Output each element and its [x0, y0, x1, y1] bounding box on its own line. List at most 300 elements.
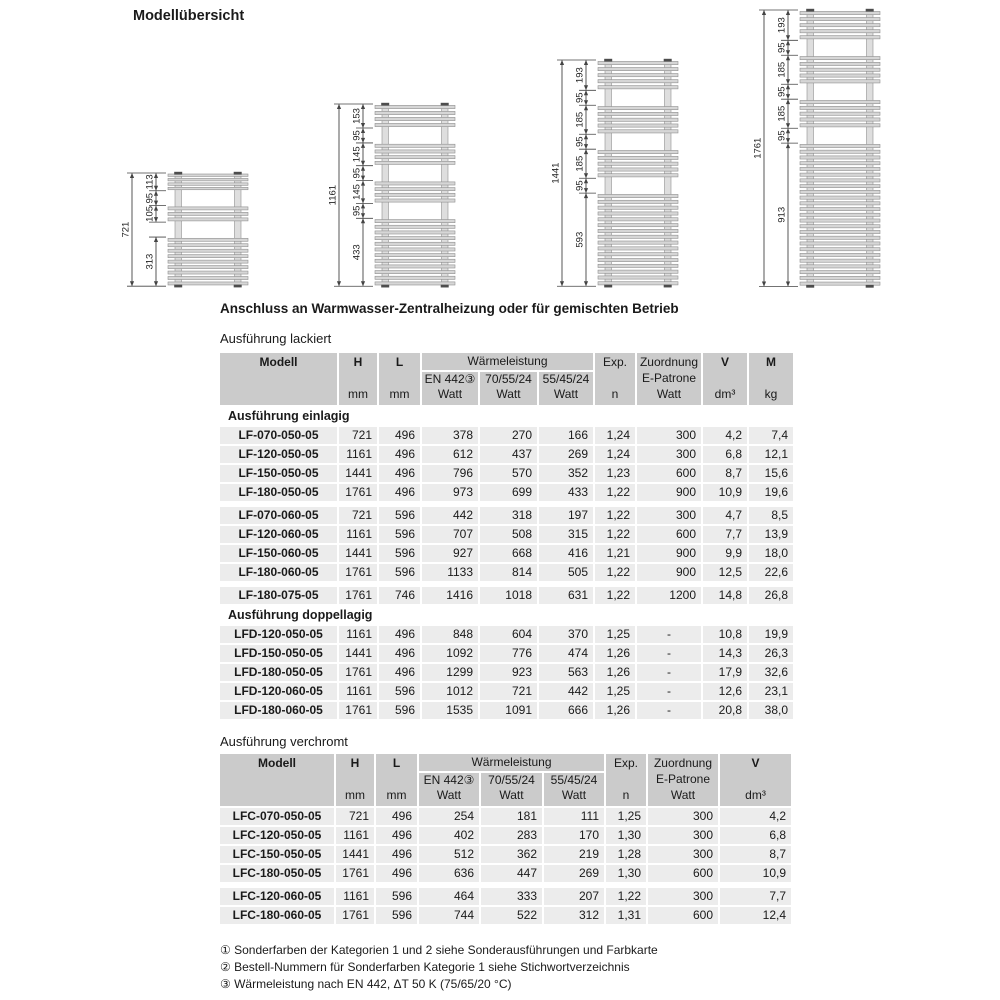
- value-cell: 1,24: [595, 427, 635, 444]
- value-cell: 496: [379, 626, 420, 643]
- table-row: [220, 465, 793, 482]
- col-header-h: [336, 754, 374, 806]
- value-cell: 17,9: [703, 664, 747, 681]
- value-cell: 744: [419, 907, 479, 924]
- table-verchromt: [220, 754, 791, 924]
- model-cell: LF-180-060-05: [220, 564, 337, 581]
- value-cell: 464: [419, 888, 479, 905]
- dimension-label: 1761: [752, 137, 764, 159]
- footnotes: [220, 942, 658, 993]
- value-cell: 699: [480, 484, 537, 501]
- col-header-55-45-24-unit: Watt: [553, 387, 579, 401]
- value-cell: 300: [637, 507, 701, 524]
- value-cell: 512: [419, 846, 479, 863]
- col-header-exp-label: Exp.: [613, 756, 638, 770]
- value-cell: 1,26: [595, 664, 635, 681]
- dimension-label: 95: [351, 205, 363, 216]
- value-cell: 300: [648, 827, 718, 844]
- col-header-m: [749, 353, 793, 405]
- value-cell: 14,3: [703, 645, 747, 662]
- value-cell: 12,4: [720, 907, 791, 924]
- model-cell: LFC-120-060-05: [220, 888, 334, 905]
- model-cell: LF-180-050-05: [220, 484, 337, 501]
- value-cell: 402: [419, 827, 479, 844]
- col-header-70-55-24: [481, 773, 542, 806]
- table-lackiert: [220, 353, 793, 719]
- row-group: [220, 808, 791, 882]
- value-cell: 447: [481, 865, 542, 882]
- value-cell: 12,5: [703, 564, 747, 581]
- value-cell: 8,5: [749, 507, 793, 524]
- col-header-en442: [419, 773, 479, 806]
- value-cell: 496: [376, 865, 417, 882]
- value-cell: 1299: [422, 664, 478, 681]
- table-row: [220, 526, 793, 543]
- radiator-diagram-1161: [327, 100, 463, 290]
- value-cell: 1161: [339, 446, 377, 463]
- value-cell: 1761: [339, 564, 377, 581]
- table-verchromt-caption: Ausführung verchromt: [220, 734, 348, 749]
- power-subheaders: [422, 372, 593, 405]
- value-cell: 207: [544, 888, 604, 905]
- value-cell: 1091: [480, 702, 537, 719]
- col-header-exp-unit: n: [611, 387, 619, 401]
- value-cell: 1161: [336, 888, 374, 905]
- value-cell: 1,25: [595, 683, 635, 700]
- value-cell: 668: [480, 545, 537, 562]
- value-cell: 1012: [422, 683, 478, 700]
- col-header-70-55-24: [480, 372, 537, 405]
- value-cell: 596: [376, 888, 417, 905]
- col-header-70-55-24-unit: Watt: [499, 788, 524, 802]
- value-cell: -: [637, 683, 701, 700]
- col-header-modell: Modell: [220, 353, 337, 405]
- value-cell: 600: [648, 865, 718, 882]
- table-row: [220, 683, 793, 700]
- value-cell: 721: [339, 507, 377, 524]
- dimension-label: 95: [574, 136, 586, 147]
- value-cell: 1761: [336, 865, 374, 882]
- value-cell: 1,28: [606, 846, 646, 863]
- table-header: [220, 353, 793, 405]
- value-cell: 496: [379, 465, 420, 482]
- value-cell: 496: [376, 846, 417, 863]
- col-header-l-label: L: [395, 355, 404, 369]
- value-cell: 442: [539, 683, 593, 700]
- footnote-2: ② Bestell-Nummern für Sonderfarben Kategorie 1 siehe Stichwortverzeichnis: [220, 960, 630, 974]
- value-cell: 6,8: [703, 446, 747, 463]
- value-cell: 312: [544, 907, 604, 924]
- value-cell: 270: [480, 427, 537, 444]
- dimension-label: 193: [574, 66, 586, 83]
- value-cell: 1,31: [606, 907, 646, 924]
- value-cell: 352: [539, 465, 593, 482]
- dimension-label: 185: [574, 155, 586, 172]
- table-row: [220, 484, 793, 501]
- model-cell: LFC-070-050-05: [220, 808, 334, 825]
- table-row: [220, 587, 793, 604]
- col-header-70-55-24-label: 70/55/24: [488, 773, 535, 787]
- value-cell: 197: [539, 507, 593, 524]
- value-cell: 1161: [336, 827, 374, 844]
- value-cell: 1133: [422, 564, 478, 581]
- value-cell: 6,8: [720, 827, 791, 844]
- value-cell: 600: [637, 526, 701, 543]
- value-cell: 1,22: [595, 587, 635, 604]
- dimension-label: 721: [120, 221, 132, 238]
- col-header-waermeleistung: [422, 353, 593, 405]
- dimension-label: 95: [776, 41, 788, 53]
- value-cell: 219: [544, 846, 604, 863]
- col-header-l-unit: mm: [389, 387, 410, 401]
- value-cell: 1200: [637, 587, 701, 604]
- col-header-v-label: V: [751, 756, 760, 770]
- dimension-label: 153: [351, 107, 363, 124]
- model-cell: LF-070-050-05: [220, 427, 337, 444]
- value-cell: 474: [539, 645, 593, 662]
- table-row: [220, 507, 793, 524]
- value-cell: 1,26: [595, 645, 635, 662]
- value-cell: 596: [376, 907, 417, 924]
- value-cell: 721: [480, 683, 537, 700]
- value-cell: 12,6: [703, 683, 747, 700]
- value-cell: 10,8: [703, 626, 747, 643]
- col-header-70-55-24-label: 70/55/24: [485, 372, 532, 386]
- value-cell: 1,21: [595, 545, 635, 562]
- col-header-v: [703, 353, 747, 405]
- value-cell: 496: [379, 427, 420, 444]
- value-cell: 1761: [339, 664, 377, 681]
- value-cell: 1,30: [606, 865, 646, 882]
- value-cell: 13,9: [749, 526, 793, 543]
- waermeleistung-label: Wärmeleistung: [422, 353, 593, 370]
- value-cell: 923: [480, 664, 537, 681]
- col-header-55-45-24-unit: Watt: [561, 788, 587, 802]
- value-cell: 600: [648, 907, 718, 924]
- value-cell: 170: [544, 827, 604, 844]
- value-cell: 300: [637, 427, 701, 444]
- dimension-label: 145: [351, 183, 363, 200]
- model-cell: LFD-180-060-05: [220, 702, 337, 719]
- value-cell: 254: [419, 808, 479, 825]
- value-cell: 416: [539, 545, 593, 562]
- value-cell: 437: [480, 446, 537, 463]
- dimension-label: 105: [144, 205, 156, 222]
- dimension-label: 95: [776, 85, 788, 97]
- table-row: [220, 545, 793, 562]
- epatrone-label: E-Patrone: [655, 772, 711, 786]
- col-header-en442: [422, 372, 478, 405]
- col-header-l-label: L: [392, 756, 401, 770]
- col-header-en442-label: EN 442③: [423, 773, 475, 787]
- value-cell: 19,6: [749, 484, 793, 501]
- value-cell: 1,22: [595, 484, 635, 501]
- dimension-label: 145: [351, 146, 363, 162]
- value-cell: 563: [539, 664, 593, 681]
- col-header-v: [720, 754, 791, 806]
- value-cell: 7,7: [720, 888, 791, 905]
- table-section-heading: Ausführung doppellagig: [220, 606, 793, 624]
- footnote-3: ③ Wärmeleistung nach EN 442, ΔT 50 K (75/65/20 °C): [220, 977, 512, 991]
- value-cell: 4,7: [703, 507, 747, 524]
- col-header-en442-unit: Watt: [436, 788, 462, 802]
- value-cell: 496: [379, 446, 420, 463]
- power-subheaders: [419, 773, 604, 806]
- footnote-1: ① Sonderfarben der Kategorien 1 und 2 siehe Sonderausführungen und Farbkarte: [220, 943, 658, 957]
- value-cell: 1018: [480, 587, 537, 604]
- value-cell: 776: [480, 645, 537, 662]
- value-cell: 362: [481, 846, 542, 863]
- value-cell: 1,22: [595, 564, 635, 581]
- model-cell: LFC-150-050-05: [220, 846, 334, 863]
- col-header-55-45-24: [539, 372, 593, 405]
- col-header-en442-unit: Watt: [437, 387, 463, 401]
- model-cell: LFD-150-050-05: [220, 645, 337, 662]
- value-cell: 111: [544, 808, 604, 825]
- dimension-label: 95: [144, 192, 156, 204]
- row-group: [220, 427, 793, 501]
- col-header-m-label: M: [766, 355, 776, 369]
- dimension-label: 913: [776, 206, 788, 223]
- value-cell: 19,9: [749, 626, 793, 643]
- value-cell: 7,4: [749, 427, 793, 444]
- value-cell: 300: [648, 846, 718, 863]
- zuordnung-unit: Watt: [670, 788, 696, 802]
- value-cell: 1,22: [606, 888, 646, 905]
- value-cell: 1,30: [606, 827, 646, 844]
- value-cell: 1161: [339, 626, 377, 643]
- value-cell: 1441: [339, 465, 377, 482]
- radiator-diagram-721: [120, 169, 256, 290]
- col-header-waermeleistung: [419, 754, 604, 806]
- value-cell: 612: [422, 446, 478, 463]
- value-cell: 1761: [339, 484, 377, 501]
- value-cell: 1441: [339, 645, 377, 662]
- value-cell: 18,0: [749, 545, 793, 562]
- dimension-label: 593: [574, 231, 586, 248]
- value-cell: 1161: [339, 526, 377, 543]
- section-heading: Anschluss an Warmwasser-Zentralheizung oder für gemischten Betrieb: [220, 301, 679, 316]
- value-cell: 604: [480, 626, 537, 643]
- value-cell: 1761: [339, 587, 377, 604]
- waermeleistung-label: Wärmeleistung: [419, 754, 604, 771]
- col-header-v-label: V: [720, 355, 729, 369]
- page-title: Modellübersicht: [133, 8, 245, 24]
- epatrone-label: E-Patrone: [641, 371, 697, 385]
- value-cell: 596: [379, 564, 420, 581]
- zuordnung-label: Zuordnung: [639, 355, 699, 369]
- table-row: [220, 446, 793, 463]
- dimension-label: 95: [776, 129, 788, 141]
- dimension-label: 433: [351, 244, 363, 260]
- value-cell: 442: [422, 507, 478, 524]
- table-row: [220, 888, 791, 905]
- col-header-h-label: H: [350, 756, 360, 770]
- value-cell: 900: [637, 564, 701, 581]
- model-cell: LFC-180-050-05: [220, 865, 334, 882]
- col-header-70-55-24-unit: Watt: [496, 387, 521, 401]
- dimension-label: 185: [574, 111, 586, 128]
- value-cell: 1761: [339, 702, 377, 719]
- value-cell: 4,2: [703, 427, 747, 444]
- value-cell: 631: [539, 587, 593, 604]
- value-cell: -: [637, 645, 701, 662]
- value-cell: 14,8: [703, 587, 747, 604]
- value-cell: -: [637, 702, 701, 719]
- value-cell: 269: [539, 446, 593, 463]
- value-cell: 596: [379, 545, 420, 562]
- value-cell: 1,26: [595, 702, 635, 719]
- table-row: [220, 865, 791, 882]
- value-cell: 26,8: [749, 587, 793, 604]
- row-group: [220, 888, 791, 924]
- value-cell: 181: [481, 808, 542, 825]
- value-cell: 636: [419, 865, 479, 882]
- value-cell: 300: [637, 446, 701, 463]
- value-cell: 596: [379, 683, 420, 700]
- value-cell: 38,0: [749, 702, 793, 719]
- value-cell: 900: [637, 484, 701, 501]
- model-cell: LFD-120-060-05: [220, 683, 337, 700]
- value-cell: 9,9: [703, 545, 747, 562]
- row-group: [220, 626, 793, 719]
- table-section-heading: Ausführung einlagig: [220, 407, 793, 425]
- model-cell: LFC-120-050-05: [220, 827, 334, 844]
- dimension-label: 1161: [327, 184, 339, 206]
- value-cell: 4,2: [720, 808, 791, 825]
- value-cell: 666: [539, 702, 593, 719]
- col-header-exp-unit: n: [622, 788, 630, 802]
- model-cell: LF-120-060-05: [220, 526, 337, 543]
- model-cell: LF-150-050-05: [220, 465, 337, 482]
- value-cell: 496: [376, 808, 417, 825]
- value-cell: 433: [539, 484, 593, 501]
- value-cell: 570: [480, 465, 537, 482]
- col-header-h: [339, 353, 377, 405]
- value-cell: 600: [637, 465, 701, 482]
- value-cell: 26,3: [749, 645, 793, 662]
- value-cell: 522: [481, 907, 542, 924]
- row-group: [220, 507, 793, 581]
- col-header-en442-label: EN 442③: [424, 372, 476, 386]
- zuordnung-unit: Watt: [656, 387, 682, 401]
- value-cell: 166: [539, 427, 593, 444]
- value-cell: 496: [379, 484, 420, 501]
- value-cell: 1,25: [606, 808, 646, 825]
- table-row: [220, 827, 791, 844]
- model-cell: LF-070-060-05: [220, 507, 337, 524]
- table-row: [220, 907, 791, 924]
- radiator-diagram-1441: [550, 56, 686, 290]
- value-cell: 1,24: [595, 446, 635, 463]
- value-cell: 721: [339, 427, 377, 444]
- table-row: [220, 427, 793, 444]
- value-cell: 315: [539, 526, 593, 543]
- col-header-h-unit: mm: [345, 788, 365, 802]
- value-cell: 8,7: [720, 846, 791, 863]
- value-cell: 796: [422, 465, 478, 482]
- value-cell: 1,25: [595, 626, 635, 643]
- value-cell: 333: [481, 888, 542, 905]
- dimension-label: 95: [574, 180, 586, 191]
- value-cell: 378: [422, 427, 478, 444]
- value-cell: 8,7: [703, 465, 747, 482]
- value-cell: 1761: [336, 907, 374, 924]
- value-cell: 505: [539, 564, 593, 581]
- col-header-h-label: H: [353, 355, 363, 369]
- value-cell: 1,22: [595, 526, 635, 543]
- zuordnung-label: Zuordnung: [653, 756, 713, 770]
- value-cell: 746: [379, 587, 420, 604]
- value-cell: 1416: [422, 587, 478, 604]
- col-header-exp-label: Exp.: [602, 355, 627, 369]
- model-cell: LF-180-075-05: [220, 587, 337, 604]
- model-cell: LFC-180-060-05: [220, 907, 334, 924]
- value-cell: 300: [648, 808, 718, 825]
- value-cell: 370: [539, 626, 593, 643]
- value-cell: 7,7: [703, 526, 747, 543]
- dimension-label: 193: [776, 16, 788, 33]
- value-cell: 23,1: [749, 683, 793, 700]
- model-cell: LFD-120-050-05: [220, 626, 337, 643]
- value-cell: 848: [422, 626, 478, 643]
- value-cell: 1535: [422, 702, 478, 719]
- col-header-zuordnung: [648, 754, 718, 806]
- col-header-l: [376, 754, 417, 806]
- value-cell: 1441: [336, 846, 374, 863]
- dimension-label: 185: [776, 105, 788, 122]
- value-cell: 22,6: [749, 564, 793, 581]
- table-row: [220, 846, 791, 863]
- table-row: [220, 808, 791, 825]
- value-cell: 707: [422, 526, 478, 543]
- dimension-label: 185: [776, 61, 788, 78]
- value-cell: 596: [379, 507, 420, 524]
- value-cell: 721: [336, 808, 374, 825]
- value-cell: 1092: [422, 645, 478, 662]
- value-cell: 283: [481, 827, 542, 844]
- value-cell: 1,23: [595, 465, 635, 482]
- value-cell: 10,9: [703, 484, 747, 501]
- value-cell: -: [637, 664, 701, 681]
- row-group: [220, 587, 793, 604]
- table-row: [220, 564, 793, 581]
- col-header-55-45-24: [544, 773, 604, 806]
- value-cell: 596: [379, 526, 420, 543]
- value-cell: -: [637, 626, 701, 643]
- col-header-55-45-24-label: 55/45/24: [542, 372, 590, 386]
- value-cell: 32,6: [749, 664, 793, 681]
- dimension-label: 1441: [550, 162, 562, 184]
- value-cell: 900: [637, 545, 701, 562]
- col-header-exp: [595, 353, 635, 405]
- value-cell: 496: [376, 827, 417, 844]
- value-cell: 508: [480, 526, 537, 543]
- value-cell: 596: [379, 702, 420, 719]
- table-row: [220, 702, 793, 719]
- col-header-h-unit: mm: [348, 387, 368, 401]
- dimension-label: 95: [574, 92, 586, 103]
- value-cell: 20,8: [703, 702, 747, 719]
- value-cell: 1,22: [595, 507, 635, 524]
- value-cell: 12,1: [749, 446, 793, 463]
- value-cell: 496: [379, 645, 420, 662]
- value-cell: 300: [648, 888, 718, 905]
- col-header-m-unit: kg: [764, 387, 778, 401]
- radiator-diagram-1761: [752, 6, 888, 290]
- dimension-label: 313: [144, 253, 156, 270]
- dimension-label: 95: [351, 167, 363, 179]
